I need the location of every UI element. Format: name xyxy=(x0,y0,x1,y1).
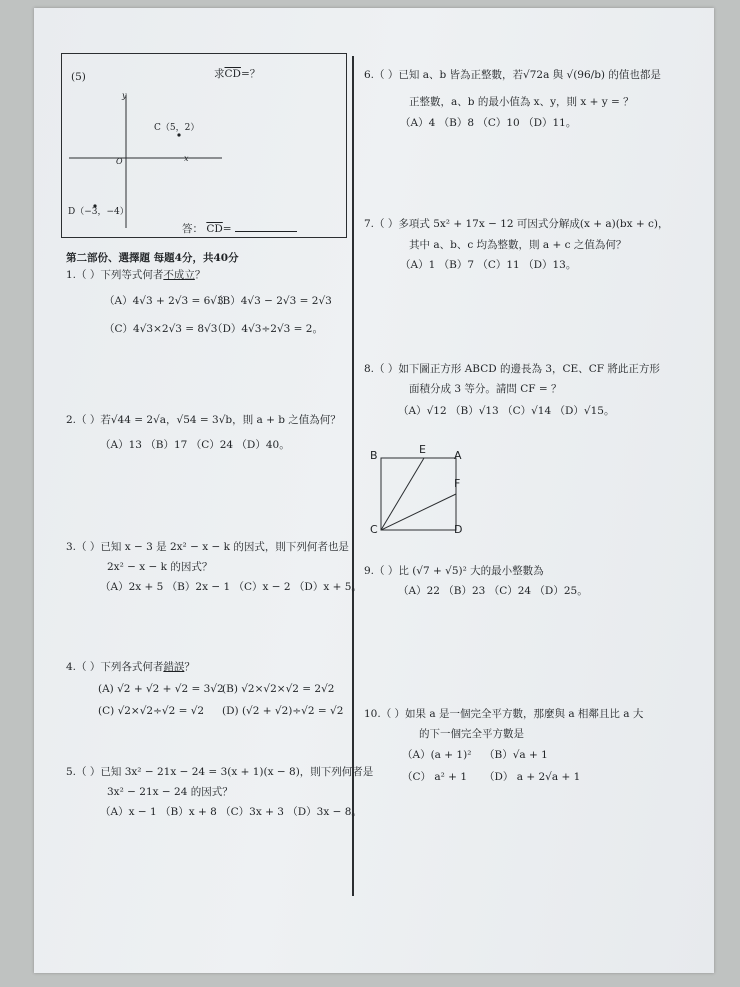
q8-number: 8.（ ） xyxy=(364,363,399,375)
q10-option-c: （C） a² + 1 xyxy=(402,771,467,783)
q4-option-b: (B) √2×√2×√2 = 2√2 xyxy=(222,683,335,695)
problem-5-prompt: 求$\overline{CD}=$？ xyxy=(214,68,261,80)
vertex-d-label: D xyxy=(454,523,463,536)
q4-number: 4.（ ） xyxy=(66,661,101,673)
q3-stem-line1: 3.（ ）已知 x − 3 是 2x² − x − k 的因式，則下列何者也是 xyxy=(66,541,349,553)
q8-stem-line2: 面積分成 3 等分。請問 CF = ？ xyxy=(409,383,562,395)
q10-stem-line2: 的下一個完全平方數是 xyxy=(419,728,524,740)
point-c-label: C（5，2） xyxy=(154,123,200,133)
q2-stem: 2.（ ）若√44 = 2√a，√54 = 3√b，則 a + b 之值為何？ xyxy=(66,414,341,426)
q7-stem-line2: 其中 a、b、c 均為整數，則 a + c 之值為何？ xyxy=(409,239,627,251)
exam-paper xyxy=(34,8,714,973)
q8-stem-line1: 8.（ ）如下圖正方形 ABCD 的邊長為 3，CE、CF 將此正方形 xyxy=(364,363,660,375)
q1-number: 1.（ ） xyxy=(66,269,101,281)
q6-stem-line1: 6.（ ）已知 a、b 皆為正整數，若√72a 與 √(96/b) 的值也都是 xyxy=(364,69,661,81)
q3-number: 3.（ ） xyxy=(66,541,101,553)
q7-number: 7.（ ） xyxy=(364,218,399,230)
q4-stem: 4.（ ）下列各式何者錯誤？ xyxy=(66,661,195,673)
q9-stem: 9.（ ）比 (√7 + √5)² 大的最小整數為 xyxy=(364,565,544,577)
point-f-label: F xyxy=(454,477,461,490)
q2-number: 2.（ ） xyxy=(66,414,101,426)
q2-options: （A）13 （B）17 （C）24 （D）40。 xyxy=(100,439,290,451)
q6-options: （A）4 （B）8 （C）10 （D）11。 xyxy=(400,117,577,129)
q1-stem: 1.（ ）下列等式何者不成立？ xyxy=(66,269,206,281)
problem-5-answer: 答： $\overline{CD}=$ xyxy=(182,221,297,236)
q5-number: 5.（ ） xyxy=(66,766,101,778)
q10-option-a: （A）(a + 1)² xyxy=(402,749,472,761)
q6-number: 6.（ ） xyxy=(364,69,399,81)
q3-options: （A）2x + 5 （B）2x − 1 （C）x − 2 （D）x + 5。 xyxy=(100,581,362,593)
q9-options: （A）22 （B）23 （C）24 （D）25。 xyxy=(398,585,588,597)
problem-5-number: (5) xyxy=(71,71,86,83)
q10-option-b: （B）√a + 1 xyxy=(484,749,548,761)
vertex-a-label: A xyxy=(454,449,462,462)
q7-stem-line1: 7.（ ）多項式 5x² + 17x − 12 可因式分解成(x + a)(bx + c)， xyxy=(364,218,669,230)
q4-option-a: (A) √2 + √2 + √2 = 3√2 xyxy=(98,683,224,695)
y-axis-label: y xyxy=(122,91,127,100)
q4-option-c: (C) √2×√2÷√2 = √2 xyxy=(98,705,205,717)
point-d-label: D（−3，−4） xyxy=(68,207,129,217)
q1-option-a: （A）4√3 + 2√3 = 6√3 xyxy=(104,295,224,307)
q6-stem-line2: 正整數，a、b 的最小值為 x、y，則 x + y = ？ xyxy=(409,96,634,108)
vertex-c-label: C xyxy=(370,523,378,536)
q10-stem-line1: 10.（ ）如果 a 是一個完全平方數，那麼與 a 相鄰且比 a 大 xyxy=(364,708,644,720)
q1-option-b: （B）4√3 − 2√3 = 2√3 xyxy=(212,295,332,307)
q1-option-d: （D）4√3÷2√3 = 2。 xyxy=(212,323,323,335)
point-e-label: E xyxy=(419,443,426,456)
q5-stem-line2: 3x² − 21x − 24 的因式？ xyxy=(107,786,233,798)
q8-options: （A）√12 （B）√13 （C）√14 （D）√15。 xyxy=(398,405,615,417)
origin-label: O xyxy=(116,157,123,166)
square-abcd xyxy=(381,458,456,530)
q5-stem-line1: 5.（ ）已知 3x² − 21x − 24 = 3(x + 1)(x − 8)，則下列何者是 xyxy=(66,766,374,778)
q5-options: （A）x − 1 （B）x + 8 （C）3x + 3 （D）3x − 8。 xyxy=(100,806,362,818)
vertex-b-label: B xyxy=(370,449,378,462)
q9-number: 9.（ ） xyxy=(364,565,399,577)
q10-option-d: （D） a + 2√a + 1 xyxy=(484,771,581,783)
q4-option-d: (D) (√2 + √2)÷√2 = √2 xyxy=(222,705,344,717)
q3-stem-line2: 2x² − x − k 的因式？ xyxy=(107,561,213,573)
q10-number: 10.（ ） xyxy=(364,708,406,720)
answer-blank[interactable] xyxy=(235,221,297,232)
q7-options: （A）1 （B）7 （C）11 （D）13。 xyxy=(400,259,577,271)
square-abcd-figure xyxy=(374,448,464,538)
x-axis-label: x xyxy=(184,154,189,163)
part2-header: 第二部份、選擇題 每題4分，共40分 xyxy=(66,252,239,264)
q1-option-c: （C）4√3×2√3 = 8√3 xyxy=(104,323,218,335)
